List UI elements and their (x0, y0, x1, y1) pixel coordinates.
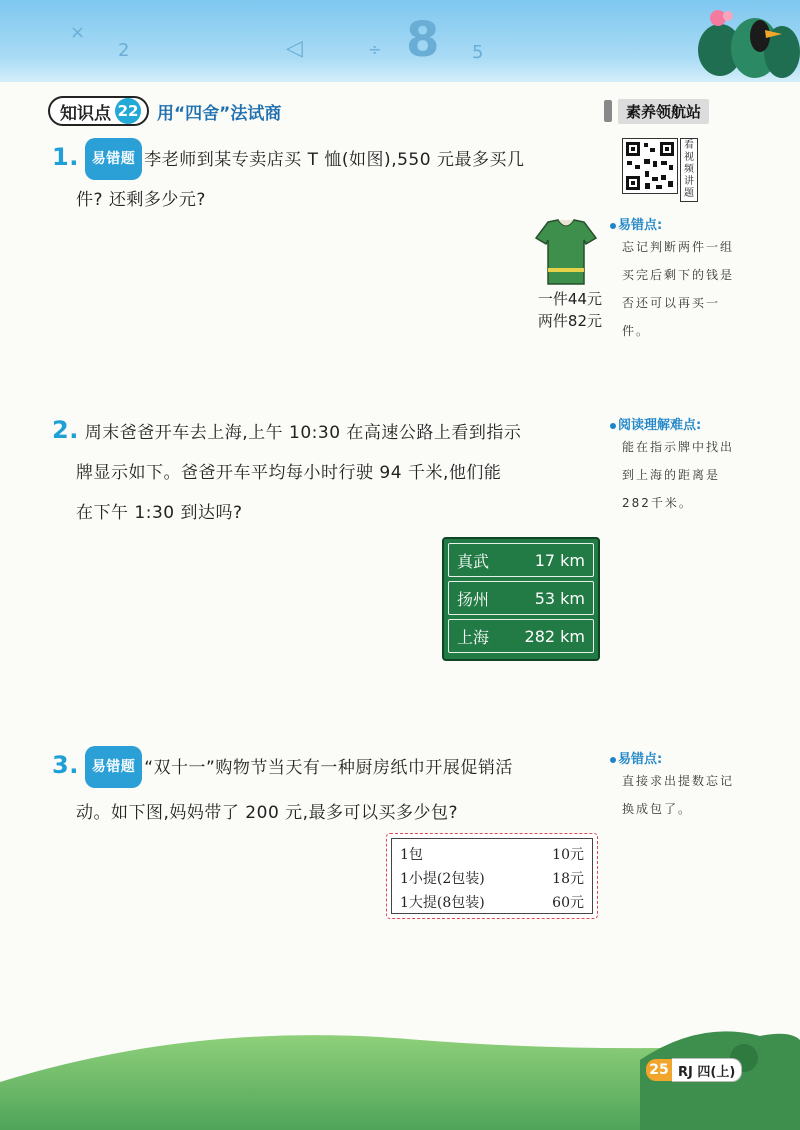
tip-title: 易错点: (618, 752, 663, 767)
question-text: 在下午 1:30 到达吗? (76, 503, 243, 523)
decor-symbol: ÷ (368, 40, 382, 59)
tip-body: 能在指示牌中找出到上海的距离是282千米。 (622, 440, 735, 510)
question-number: 3. (52, 751, 79, 779)
error-prone-badge: 易错题 (85, 138, 143, 180)
decor-symbol: 2 (118, 40, 130, 61)
price-item: 1包 (400, 847, 423, 863)
edition-label: RJ 四(上) (672, 1058, 742, 1082)
price-row (400, 891, 584, 915)
sign-row (448, 619, 594, 653)
question-text: 李老师到某专卖店买 T 恤(如图),550 元最多买几 (144, 150, 525, 170)
question-number: 2. (52, 416, 79, 444)
knowledge-point-title: 用“四舍”法试商 (157, 103, 282, 124)
sidebar-title-text: 素养领航站 (618, 99, 709, 124)
page-number: 25 (646, 1059, 672, 1081)
qr-code-icon[interactable] (622, 138, 678, 194)
sign-row (448, 543, 594, 577)
price-pair: 两件82元 (537, 312, 602, 330)
sign-distance: 53 km (534, 588, 585, 608)
tip-title: 易错点: (618, 218, 663, 233)
tshirt-icon (534, 218, 598, 288)
question-3 (52, 745, 612, 838)
price-item: 1小提(2包装) (400, 871, 485, 887)
tshirt-price-label (532, 288, 602, 332)
decor-symbol: × (70, 22, 86, 43)
sign-distance: 17 km (534, 550, 585, 570)
top-banner (0, 0, 800, 82)
question-2 (52, 410, 612, 533)
question-text: “双十一”购物节当天有一种厨房纸巾开展促销活 (144, 758, 513, 778)
question-text: 件? 还剩多少元? (76, 190, 206, 210)
tip-body: 忘记判断两件一组买完后剩下的钱是否还可以再买一件。 (622, 240, 735, 338)
sidebar-title-marker (604, 100, 612, 122)
price-item: 1大提(8包装) (400, 895, 485, 911)
highway-sign (442, 537, 600, 661)
qr-code-label: 看视频讲题 (680, 138, 698, 202)
knowledge-point-header (48, 96, 281, 126)
toucan-plant-illustration (600, 0, 800, 82)
tip-bullet-icon (610, 223, 616, 229)
tip-card (610, 214, 740, 345)
sign-row (448, 581, 594, 615)
price-value: 60元 (552, 895, 584, 911)
page-footer (646, 1058, 742, 1082)
tip-title: 阅读理解难点: (618, 418, 702, 433)
sign-place: 真武 (457, 551, 490, 571)
sidebar-title (604, 99, 736, 123)
knowledge-point-number: 22 (115, 98, 141, 124)
question-text: 动。如下图,妈妈带了 200 元,最多可以买多少包? (76, 803, 459, 823)
question-1 (52, 137, 602, 220)
tip-body: 直接求出提数忘记换成包了。 (622, 774, 735, 816)
sign-distance: 282 km (524, 626, 585, 646)
decor-symbol: 5 (472, 42, 484, 63)
error-prone-badge: 易错题 (85, 746, 143, 788)
price-row (400, 843, 584, 867)
knowledge-point-label: 知识点 (60, 103, 111, 124)
price-row (400, 867, 584, 891)
decor-symbol: 8 (406, 12, 440, 68)
price-value: 18元 (552, 871, 584, 887)
question-text: 周末爸爸开车去上海,上午 10:30 在高速公路上看到指示 (84, 423, 522, 443)
question-number: 1. (52, 143, 79, 171)
price-table (386, 833, 598, 919)
knowledge-point-pill (48, 96, 149, 126)
price-single: 一件44元 (537, 290, 602, 308)
question-text: 牌显示如下。爸爸开车平均每小时行驶 94 千米,他们能 (76, 463, 502, 483)
tip-card (610, 414, 740, 517)
decor-symbol: ◁ (286, 36, 303, 61)
tip-card (610, 748, 740, 823)
price-value: 10元 (552, 847, 584, 863)
sign-place: 扬州 (457, 589, 490, 609)
sign-place: 上海 (457, 627, 490, 647)
